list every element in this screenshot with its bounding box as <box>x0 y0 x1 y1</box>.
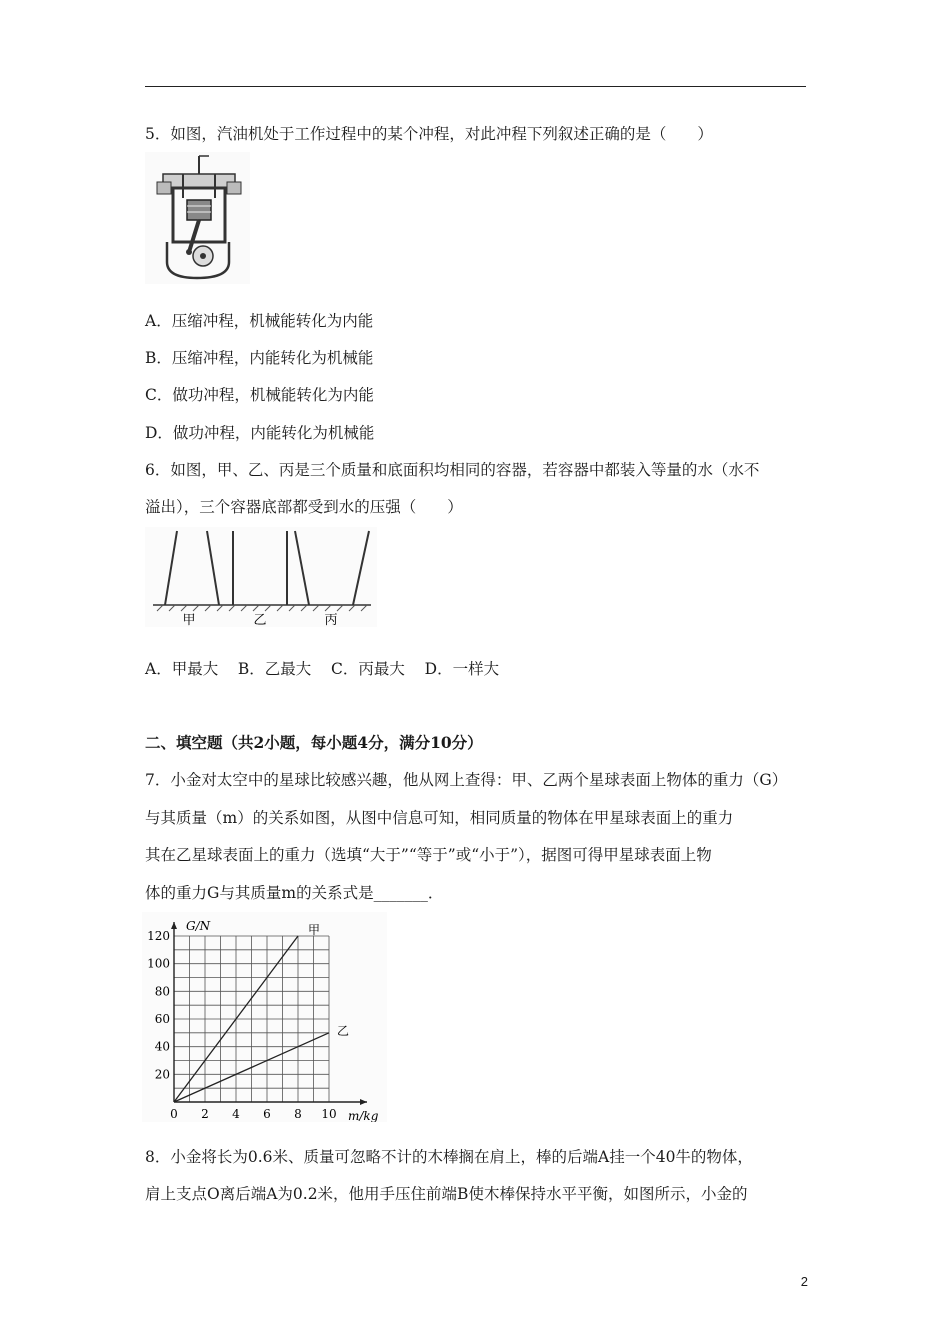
gravity-mass-chart <box>142 912 387 1122</box>
container-label-bing: 丙 <box>324 613 338 627</box>
series-label-jia: 甲 <box>308 923 321 937</box>
y-tick-label: 60 <box>154 1012 170 1026</box>
y-axis-label: G/N <box>186 919 211 933</box>
q6-options <box>145 659 499 679</box>
x-tick-label: 2 <box>201 1107 209 1121</box>
q5-option-a: A．压缩冲程，机械能转化为内能 <box>145 312 374 330</box>
engine-figure <box>145 152 250 284</box>
q5-option-c: C．做功冲程，机械能转化为内能 <box>145 386 374 404</box>
q6-option-b: B．乙最大 <box>237 660 312 678</box>
x-tick-label: 0 <box>170 1107 178 1121</box>
y-tick-label: 100 <box>147 956 170 971</box>
x-tick-label: 10 <box>321 1107 337 1121</box>
header-rule <box>145 86 806 87</box>
q6-option-c: C．丙最大 <box>331 660 405 678</box>
x-tick-label: 8 <box>294 1107 302 1121</box>
y-tick-label: 120 <box>147 929 170 943</box>
x-tick-label: 6 <box>263 1107 271 1121</box>
section2-heading: 二、填空题（共2小题，每小题4分，满分10分） <box>145 733 483 752</box>
q6-option-d: D．一样大 <box>424 660 500 678</box>
q7-line4: 体的重力G与其质量m的关系式是_______． <box>145 884 444 902</box>
container-label-jia: 甲 <box>182 613 196 627</box>
q7-line3: 其在乙星球表面上的重力（选填“大于”“等于”或“小于”），据图可得甲星球表面上物 <box>145 846 712 864</box>
q8-line1: 8．小金将长为0.6米、质量可忽略不计的木棒搁在肩上，棒的后端A挂一个40牛的物体， <box>145 1148 753 1166</box>
q8-line2: 肩上支点O离后端A为0.2米，他用手压住前端B使木棒保持水平平衡，如图所示，小金的 <box>145 1185 748 1203</box>
containers-figure <box>145 527 377 627</box>
page-number: 2 <box>800 1274 808 1289</box>
q5-option-d: D．做功冲程，内能转化为机械能 <box>145 424 375 442</box>
x-axis-label: m/kg <box>348 1109 379 1122</box>
y-tick-label: 20 <box>154 1067 170 1082</box>
series-label-yi: 乙 <box>337 1023 350 1038</box>
q6-stem-line1: 6．如图，甲、乙、丙是三个质量和底面积均相同的容器，若容器中都装入等量的水（水不 <box>145 461 760 479</box>
container-label-yi: 乙 <box>253 613 267 627</box>
q5-option-b: B．压缩冲程，内能转化为机械能 <box>145 349 374 367</box>
q5-stem: 5．如图，汽油机处于工作过程中的某个冲程，对此冲程下列叙述正确的是（ ） <box>145 125 713 143</box>
q6-stem-line2: 溢出），三个容器底部都受到水的压强（ ） <box>145 498 463 516</box>
x-tick-label: 4 <box>232 1107 240 1121</box>
q7-line1: 7．小金对太空中的星球比较感兴趣，他从网上查得：甲、乙两个星球表面上物体的重力（G） <box>145 771 788 789</box>
y-tick-label: 80 <box>154 984 170 999</box>
q7-line2: 与其质量（m）的关系如图，从图中信息可知，相同质量的物体在甲星球表面上的重力 <box>145 809 734 827</box>
y-tick-label: 40 <box>154 1039 170 1054</box>
q6-option-a: A．甲最大 <box>145 660 219 678</box>
